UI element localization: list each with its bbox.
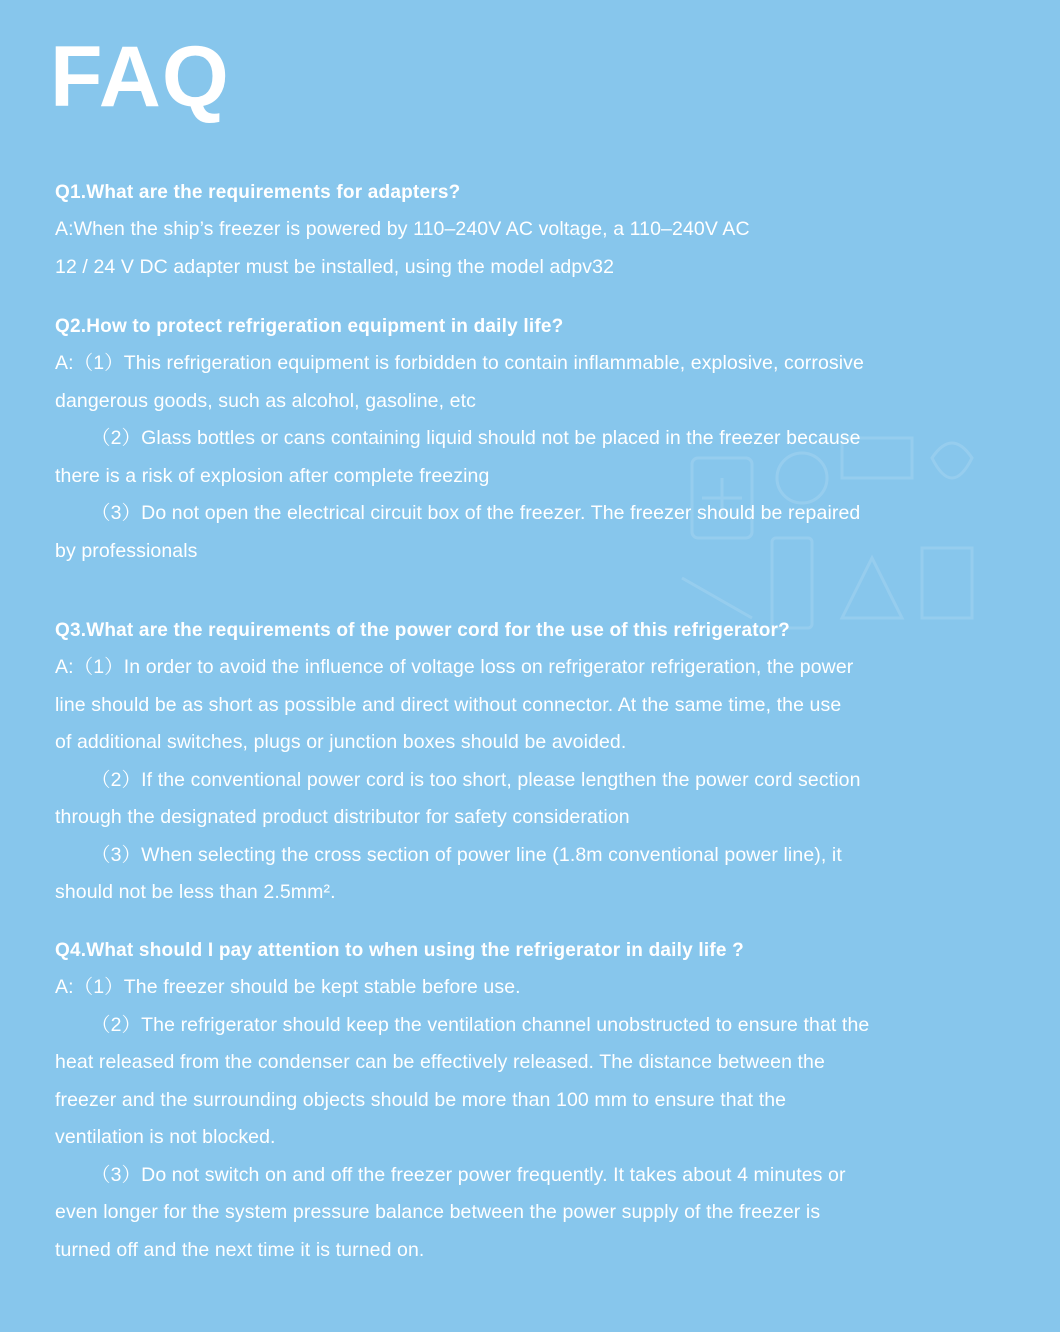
faq-answer-line: ventilation is not blocked.: [55, 1126, 276, 1148]
faq-answer-line: [55, 837, 1035, 875]
faq-answer-line: through the designated product distributor for safety consideration: [55, 806, 630, 828]
faq-item-q3: [55, 618, 1035, 912]
faq-answer-line: 12 / 24 V DC adapter must be installed, using the model adpv32: [55, 255, 615, 278]
faq-answer-line: [55, 762, 1035, 800]
faq-answer-text: （3）Do not open the electrical circuit box of the freezer. The freezer should be repaired: [91, 502, 861, 524]
faq-answer-line: [55, 1157, 1035, 1195]
faq-answer-line: of additional switches, plugs or junction boxes should be avoided.: [55, 731, 627, 753]
faq-answer-line: should not be less than 2.5mm².: [55, 881, 336, 903]
faq-answer-text: （2）The refrigerator should keep the ventilation channel unobstructed to ensure that the: [91, 1013, 870, 1036]
faq-question: Q2.How to protect refrigeration equipment in daily life?: [55, 316, 564, 337]
faq-answer-text: （3）When selecting the cross section of power line (1.8m conventional power line), it: [91, 843, 842, 866]
faq-answer-line: by professionals: [55, 539, 198, 562]
faq-answer-line: freezer and the surrounding objects should be more than 100 mm to ensure that the: [55, 1088, 787, 1111]
faq-answer-text: （2）Glass bottles or cans containing liquid should not be placed in the freezer because: [91, 427, 861, 449]
faq-answer-line: turned off and the next time it is turned on.: [55, 1238, 425, 1261]
faq-answer-line: there is a risk of explosion after complete freezing: [55, 464, 490, 487]
faq-item-q1: [55, 180, 1035, 286]
faq-question: Q4.What should I pay attention to when using the refrigerator in daily life ?: [55, 940, 744, 961]
faq-answer-line: [55, 420, 1035, 458]
faq-question: Q1.What are the requirements for adapters?: [55, 182, 461, 203]
faq-answer-line: A:（1）This refrigeration equipment is forbidden to contain inflammable, explosive, corrosive: [55, 352, 864, 374]
page-title: FAQ: [50, 29, 230, 125]
faq-answer-line: A:（1）In order to avoid the influence of voltage loss on refrigerator refrigeration, the power: [55, 656, 854, 678]
faq-item-q2: [55, 314, 1035, 570]
faq-answer-line: dangerous goods, such as alcohol, gasoline, etc: [55, 389, 476, 412]
faq-item-q4: [55, 938, 1035, 1269]
faq-answer-text: （2）If the conventional power cord is too short, please lengthen the power cord section: [91, 768, 861, 791]
faq-answer-line: A:（1）The freezer should be kept stable before use.: [55, 976, 521, 998]
faq-answer-line: line should be as short as possible and direct without connector. At the same time, the use: [55, 693, 842, 716]
faq-answer-line: [55, 495, 1035, 533]
faq-answer-line: heat released from the condenser can be effectively released. The distance between the: [55, 1051, 825, 1073]
faq-question: Q3.What are the requirements of the power cord for the use of this refrigerator?: [55, 620, 790, 641]
faq-answer-line: even longer for the system pressure balance between the power supply of the freezer is: [55, 1201, 821, 1223]
faq-answer-text: （3）Do not switch on and off the freezer power frequently. It takes about 4 minutes or: [91, 1163, 846, 1186]
faq-answer-line: [55, 1007, 1035, 1045]
faq-answer-line: A:When the ship’s freezer is powered by 110–240V AC voltage, a 110–240V AC: [55, 218, 750, 240]
